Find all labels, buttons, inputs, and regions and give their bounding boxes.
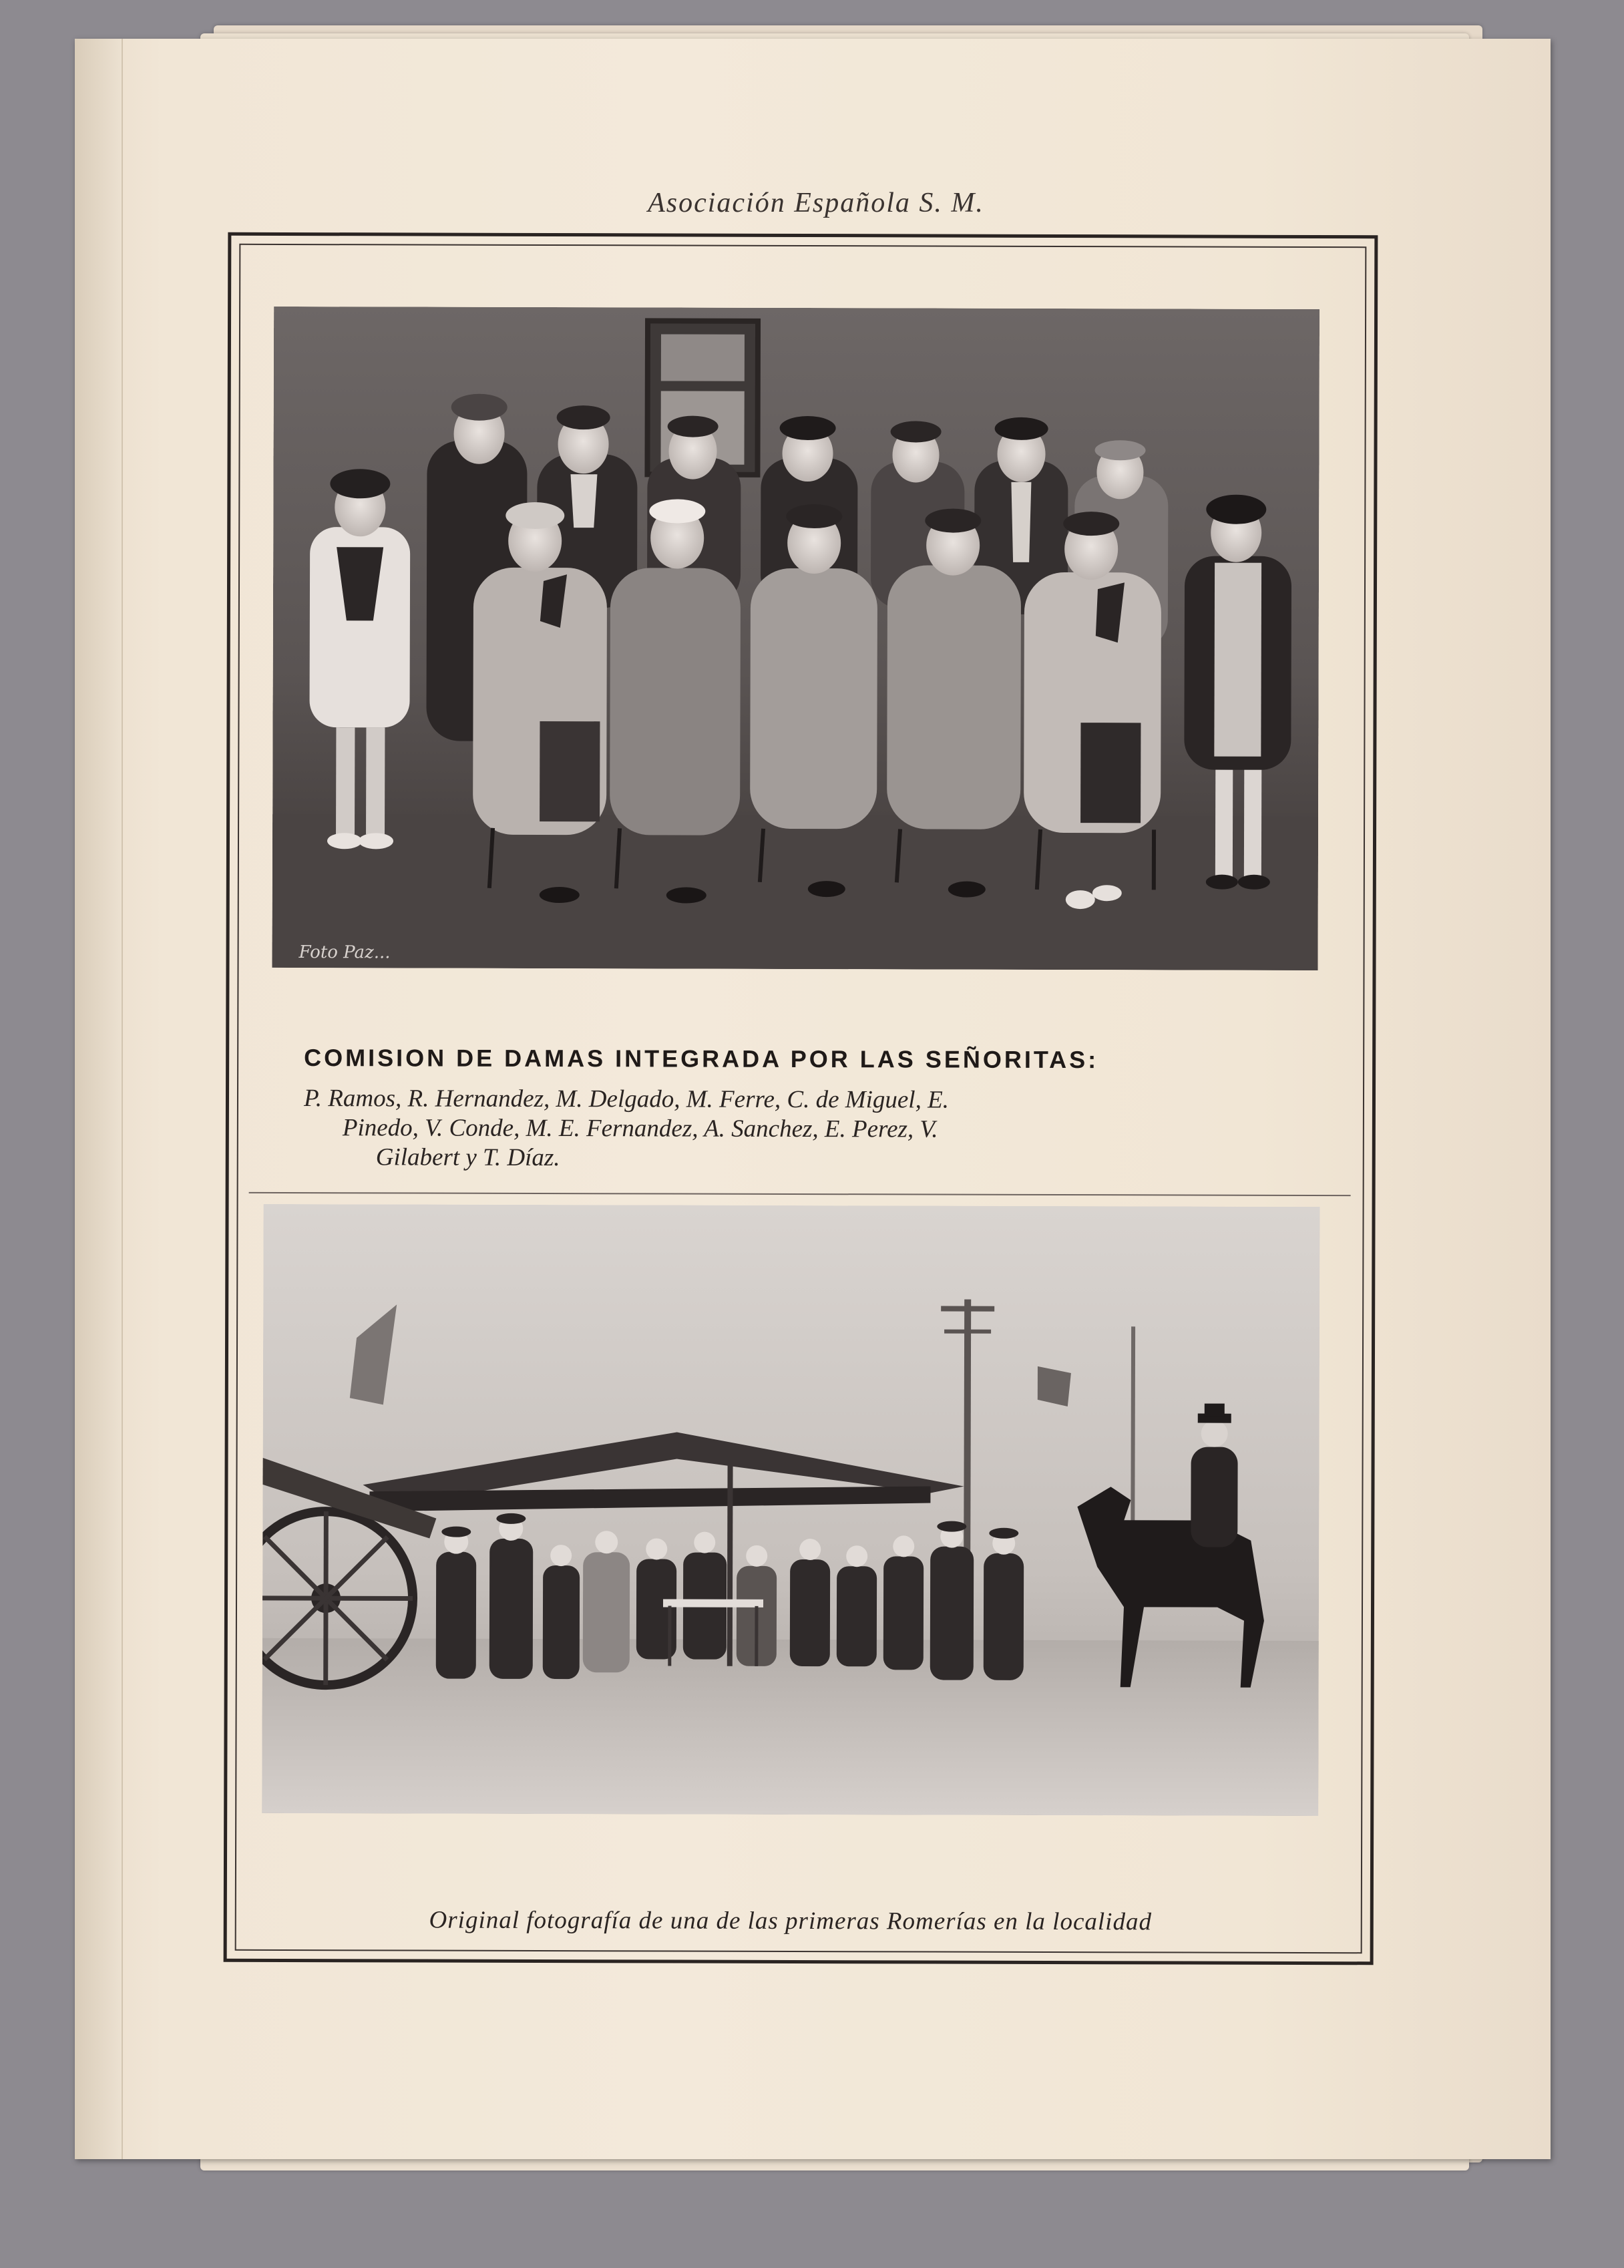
romeria-caption: Original fotografía de una de las primeras Romerías en la localidad	[429, 1906, 1153, 1936]
names-line-1: P. Ramos, R. Hernandez, M. Delgado, M. Ferre, C. de Miguel, E.	[303, 1085, 950, 1114]
names-line-3: Gilabert y T. Díaz.	[375, 1143, 560, 1172]
running-header: Asociación Española S. M.	[648, 188, 984, 218]
content-frame	[224, 232, 1378, 1965]
page-spine	[75, 39, 123, 2159]
commission-names	[304, 1084, 1292, 1175]
ladies-commission-photo	[272, 307, 1320, 970]
romeria-photo	[262, 1204, 1320, 1816]
photographer-mark: Foto Paz...	[298, 942, 391, 963]
magazine-page	[75, 39, 1551, 2159]
commission-title: COMISION DE DAMAS INTEGRADA POR LAS SEÑORITAS:	[304, 1044, 1099, 1074]
names-line-2: Pinedo, V. Conde, M. E. Fernandez, A. Sanchez, E. Perez, V.	[342, 1114, 938, 1143]
